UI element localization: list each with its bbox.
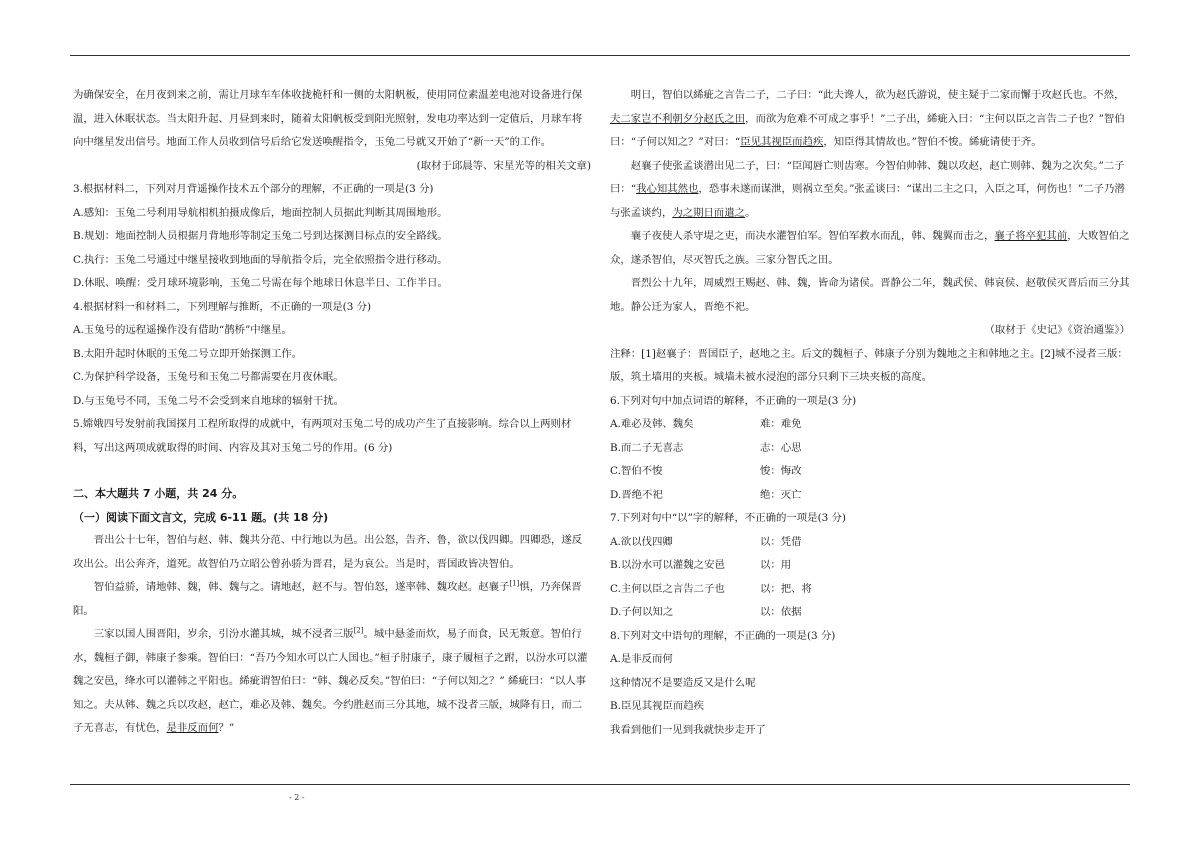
question-6-option-d: D.晋绝不祀 <box>610 488 663 501</box>
question-3-option-d: D.休眠、唤醒：受月球环境影响，玉兔二号需在每个地球日休息半日、工作半日。 <box>73 277 448 289</box>
question-6-option-b-gloss: 志：心思 <box>760 441 802 454</box>
source-note: （取材于《史记》《资治通鉴》） <box>984 324 1130 336</box>
underlined-phrase: 为之期日而遣之 <box>672 206 746 219</box>
text-run: ？” <box>218 722 235 734</box>
text-run: ，而欲为危难不可成之事乎！”二子出，絺疵入曰：“主何以臣之言告二子也？”智伯曰：“子何以知之？”对曰：“ <box>610 112 1125 148</box>
underlined-phrase: 夫二家岂不利朝夕分赵氏之田 <box>610 112 746 125</box>
question-3-option-b: B.规划：地面控制人员根据月背地形等制定玉兔二号到达探测目标点的安全路线。 <box>73 230 448 242</box>
footnote-marker-1: [1] <box>509 579 520 588</box>
question-4-option-d: D.与玉兔号不同，玉兔二号不会受到来自地球的辐射干扰。 <box>73 394 345 407</box>
question-6-option-c: C.智伯不悛 <box>610 465 663 477</box>
section-2-subheading: （一）阅读下面文言文，完成 6-11 题。(共 18 分) <box>73 510 329 524</box>
question-8-option-b: B.臣见其视臣而趋疾 <box>610 700 705 712</box>
text-run: ，大败智伯之众，遂杀智伯，尽灭智氏之族。三家分智氏之田。 <box>610 230 1130 266</box>
classical-text-paragraph-6 <box>610 225 1130 272</box>
underlined-phrase: 是非反而何 <box>166 722 219 734</box>
classical-text-paragraph-4 <box>610 84 1130 155</box>
material-paragraph: 为确保安全，在月夜到来之前，需让月球车车体收拢桅杆和一侧的太阳帆板，使用同位素温差电池对设备进行保温，进入休眠状态。当太阳升起、月昼到来时，随着太阳帆板受到阳光照射，发电功率达到一定值后，月球车将向中继星发出信号。地面工作人员收到信号后给它发送唤醒指令，玉兔二号就又开始了“新一天”的工作。 <box>73 89 583 148</box>
underlined-phrase: 襄子将卒犯其前 <box>994 230 1068 242</box>
question-8-option-a-translation: 这种情况不是要造反又是什么呢 <box>610 676 756 689</box>
classical-text-paragraph-1: 晋出公十七年，智伯与赵、韩、魏共分范、中行地以为邑。出公怒，告齐、鲁，欲以伐四卿。四卿恐，遂反攻出公。出公奔齐，道死。故智伯乃立昭公曾孙骄为晋君，是为哀公。当是时，晋国政皆决智伯。 <box>73 534 583 570</box>
question-6-option-b: B.而二子无喜志 <box>610 441 684 454</box>
question-6-option-c-gloss: 悛：悔改 <box>760 465 802 477</box>
text-run: 襄子夜使人杀守堤之吏，而决水灌智伯军。智伯军救水而乱，韩、魏翼而击之， <box>630 230 995 242</box>
left-column <box>73 84 591 741</box>
question-8-option-b-translation: 我看到他们一见到我就快步走开了 <box>610 723 766 736</box>
question-5: 5.嫦娥四号发射前我国探月工程所取得的成就中，有两项对玉兔二号的成功产生了直接影响。综合以上两则材料，写出这两项成就取得的时间、内容及其对玉兔二号的作用。(6 分) <box>73 418 572 454</box>
section-2-heading: 二、本大题共 7 小题，共 24 分。 <box>73 487 244 500</box>
question-4: 4.根据材料一和材料二，下列理解与推断，不正确的一项是(3 分) <box>73 300 372 313</box>
classical-text-paragraph-7: 晋烈公十九年，周威烈王赐赵、韩、魏，皆命为诸侯。晋静公二年，魏武侯、韩哀侯、赵敬侯灭晋后而三分其地。静公迁为家人，晋绝不祀。 <box>610 277 1130 313</box>
text-run: 智伯益骄，请地韩、魏，韩、魏与之。请地赵，赵不与。智伯怒，遂率韩、魏攻赵。赵襄子 <box>93 581 510 593</box>
source-note: (取材于邱晨等、宋星光等的相关文章) <box>416 159 591 172</box>
question-7-option-b: B.以汾水可以灌魏之安邑 <box>610 559 725 571</box>
question-7-option-d-gloss: 以：依据 <box>760 606 802 618</box>
question-4-option-a: A.玉兔号的远程遥操作没有借助“鹊桥”中继星。 <box>73 324 292 336</box>
question-7: 7.下列对句中“以”字的解释，不正确的一项是(3 分) <box>610 512 846 524</box>
classical-text-paragraph-2 <box>73 576 591 623</box>
header-rule <box>70 55 1130 56</box>
text-run: 。 <box>745 206 756 219</box>
underlined-phrase: 我心知其然也 <box>636 183 699 195</box>
question-6-option-d-gloss: 绝：灭亡 <box>760 488 802 501</box>
right-column <box>610 84 1130 742</box>
question-3: 3.根据材料二，下列对月背遥操作技术五个部分的理解，不正确的一项是(3 分) <box>73 183 434 195</box>
question-6: 6.下列对句中加点词语的解释，不正确的一项是(3 分) <box>610 394 857 407</box>
question-7-option-d: D.子何以知之 <box>610 606 674 618</box>
classical-text-paragraph-3 <box>73 623 591 741</box>
question-4-option-c: C.为保护科学设备，玉兔号和玉兔二号都需要在月夜休眠。 <box>73 371 344 383</box>
footer-rule <box>70 784 1130 785</box>
classical-text-paragraph-5 <box>610 155 1130 226</box>
question-7-options <box>610 531 1130 625</box>
question-6-option-a: A.难必及韩、魏矣 <box>610 418 694 430</box>
question-7-option-a-gloss: 以：凭借 <box>760 535 802 548</box>
page-number: - 2 - <box>289 793 305 802</box>
text-run: 惧，乃奔保晋阳。 <box>73 581 582 617</box>
question-7-option-c-gloss: 以：把、将 <box>760 582 812 595</box>
text-run: 三家以国人围晋阳，岁余，引汾水灌其城，城不浸者三版 <box>93 628 354 640</box>
question-7-option-a: A.欲以伐四卿 <box>610 535 673 548</box>
annotation-note: 注释：[1]赵襄子：晋国臣子，赵地之主。后文的魏桓子、韩康子分别为魏地之主和韩地之主。[2]城不浸者三版：版，筑土墙用的夹板。城墙未被水浸泡的部分只剩下三块夹板的高度。 <box>610 347 1128 383</box>
question-8-option-a: A.是非反而何 <box>610 653 673 665</box>
question-6-option-a-gloss: 难：难免 <box>760 418 802 430</box>
text-run: 。城中悬釜而炊，易子而食，民无叛意。智伯行水，魏桓子御，韩康子参乘。智伯曰：“吾乃今知水可以亡人国也。”桓子肘康子，康子履桓子之跗，以汾水可以灌魏之安邑，绛水可以灌韩之平阳也。絺疵谓智伯曰：“韩、魏必反矣。”智伯曰：“子何以知之？” 絺疵曰：“以人事知之。夫从韩、魏之兵以攻赵，赵亡，难必及韩、魏矣。今约胜赵而三分其地，城不没者三版，城降有日，而二子无喜志，有忧色， <box>73 628 588 734</box>
question-7-option-c: C.主何以臣之言告二子也 <box>610 582 725 595</box>
question-7-option-b-gloss: 以：用 <box>760 559 792 571</box>
text-run: ，知臣得其情故也。”智伯不悛。絺疵请使于齐。 <box>823 136 1042 148</box>
question-4-option-b: B.太阳升起时休眠的玉兔二号立即开始探测工作。 <box>73 347 303 360</box>
text-run: ，恐事未遂而谋泄，则祸立至矣。”张孟谈曰：“谋出二主之口，入臣之耳，何伤也！”二子乃潜与张孟谈约， <box>610 183 1125 219</box>
text-run: 赵襄子使张孟谈潜出见二子，曰：“臣闻唇亡则齿寒。今智伯帅韩、魏以攻赵，赵亡则韩、魏为之次矣。”二子曰：“ <box>610 159 1125 195</box>
question-8: 8.下列对文中语句的理解，不正确的一项是(3 分) <box>610 629 836 642</box>
question-3-option-a: A.感知：玉兔二号利用导航相机拍摄成像后，地面控制人员据此判断其周围地形。 <box>73 206 448 219</box>
question-6-options <box>610 413 1130 507</box>
footnote-marker-2: [2] <box>353 626 364 635</box>
question-3-option-c: C.执行：玉兔二号通过中继星接收到地面的导航指令后，完全依照指令进行移动。 <box>73 253 448 266</box>
underlined-phrase: 臣见其视臣而趋疾 <box>740 136 824 148</box>
text-run: 明日，智伯以絺疵之言告二子，二子曰：“此夫谗人，欲为赵氏游说，使主疑于二家而懈于攻赵氏也。不然， <box>630 89 1125 101</box>
